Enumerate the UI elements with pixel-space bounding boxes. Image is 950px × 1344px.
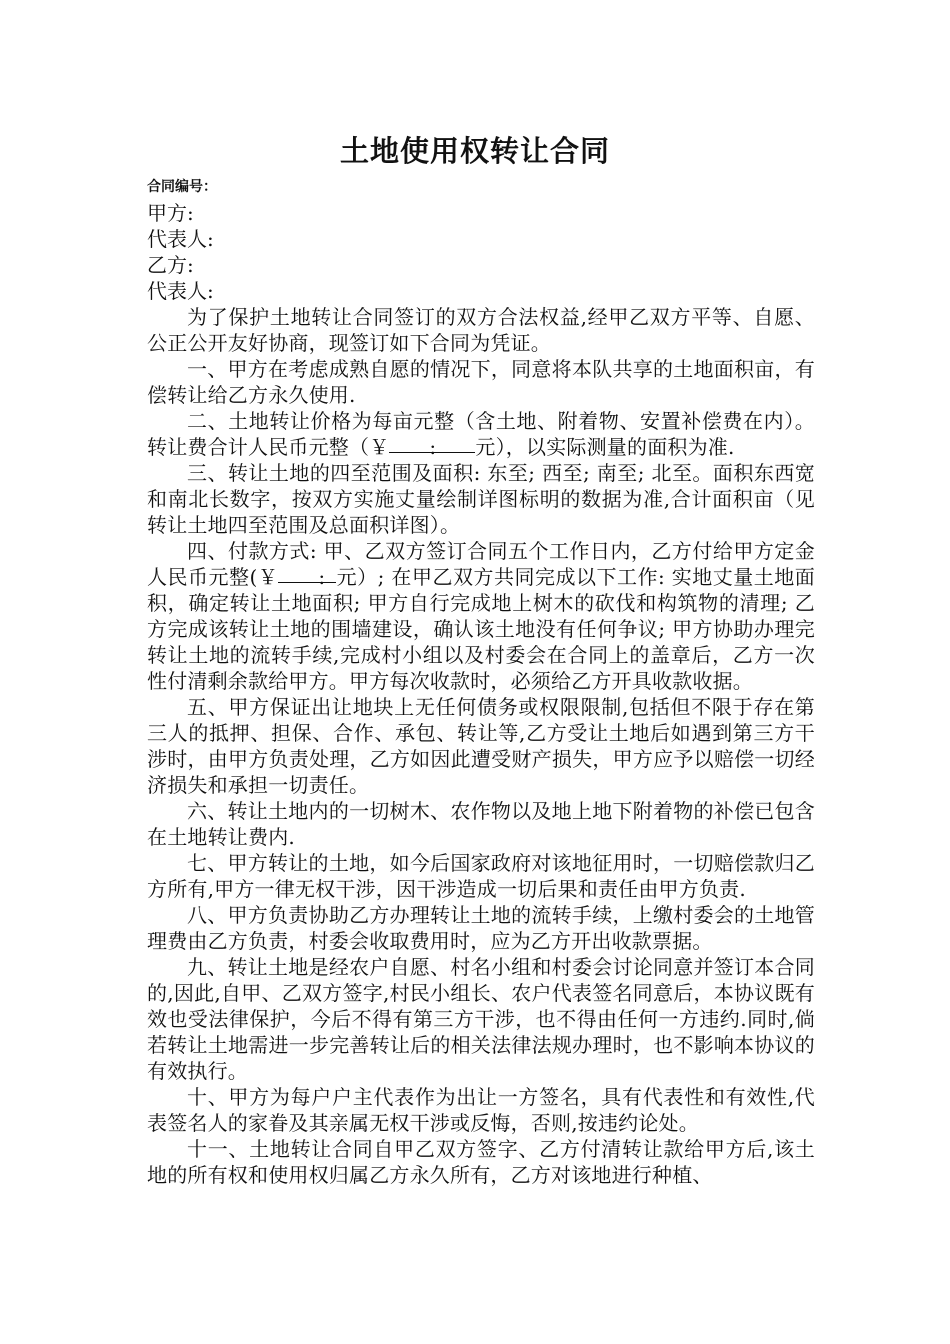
clause-4-text-after: 元）; 在甲乙双方共同完成以下工作: 实地丈量土地面积，确定转让土地面积; 甲方自行完成地上树木的砍伐和构筑物的清理; 乙方完成该转让土地的围墙建设，确认该土地没有任何争议; 甲方协助办理完转让土地的流转手续,完成村小组以及村委会在合同上的盖章后，乙方一次性付清剩余款给甲方。甲方每次收款时，必须给乙方开具收款收据。 [147,565,815,693]
clause-1: 一、甲方在考虑成熟自愿的情况下，同意将本队共享的土地面积亩，有偿转让给乙方永久使用. [147,357,815,407]
clause-3: 三、转让土地的四至范围及面积: 东至; 西至; 南至; 北至。面积东西宽和南北长数字，按双方实施丈量绘制详图标明的数据为准,合计面积亩（见转让土地四至范围及总面积详图）。 [147,461,815,537]
clause-10: 十、甲方为每户户主代表作为出让一方签名，具有代表性和有效性,代表签名人的家眷及其亲属无权干涉或反悔，否则,按违约论处。 [147,1085,815,1135]
clause-8: 八、甲方负责协助乙方办理转让土地的流转手续，上缴村委会的土地管理费由乙方负责，村委会收取费用时，应为乙方开出收款票据。 [147,903,815,953]
clause-4-text-before: 四、付款方式: 甲、乙双方签订合同五个工作日内，乙方付给甲方定金人民币元整(￥ [147,539,815,589]
contract-number-label: 合同编号： [147,179,217,195]
amount-blank-colon: : [429,435,437,459]
clause-11: 十一、土地转让合同自甲乙双方签字、乙方付清转让款给甲方后,该土地的所有权和使用权归属乙方永久所有，乙方对该地进行种植、 [147,1137,815,1187]
deposit-blank-line [278,564,336,589]
contract-body [147,200,815,1188]
clause-2 [147,408,815,460]
party-b-representative-field: 代表人: [147,279,214,303]
amount-blank-line [389,434,475,459]
clause-2-text-before: 二、土地转让价格为每亩元整（含土地、附着物、安置补偿费在内）。转让费合计人民币元整（￥ [147,409,815,459]
party-b-field: 乙方: [147,253,194,277]
clause-4 [147,538,815,694]
clause-2-text-after: 元），以实际测量的面积为准. [475,435,735,459]
deposit-blank-colon: : [318,565,326,589]
clause-9: 九、转让土地是经农户自愿、村名小组和村委会讨论同意并签订本合同的,因此,自甲、乙双方签字,村民小组长、农户代表签名同意后，本协议既有效也受法律保护，今后不得有第三方干涉，也不得由任何一方违约.同时,倘若转让土地需进一步完善转让后的相关法律法规办理时，也不影响本协议的有效执行。 [147,955,815,1083]
clause-6: 六、转让土地内的一切树木、农作物以及地上地下附着物的补偿已包含在土地转让费内. [147,799,815,849]
clause-5: 五、甲方保证出让地块上无任何债务或权限限制,包括但不限于存在第三人的抵押、担保、合作、承包、转让等,乙方受让土地后如遇到第三方干涉时，由甲方负责处理，乙方如因此遭受财产损失，甲方应予以赔偿一切经济损失和承担一切责任。 [147,695,815,797]
party-a-representative-field: 代表人: [147,227,214,251]
clause-7: 七、甲方转让的土地，如今后国家政府对该地征用时，一切赔偿款归乙方所有,甲方一律无权干涉，因干涉造成一切后果和责任由甲方负责. [147,851,815,901]
party-a-field: 甲方: [147,201,194,225]
document-title: 土地使用权转让合同 [339,134,610,168]
intro-paragraph: 为了保护土地转让合同签订的双方合法权益,经甲乙双方平等、自愿、公正公开友好协商，现签订如下合同为凭证。 [147,305,815,355]
